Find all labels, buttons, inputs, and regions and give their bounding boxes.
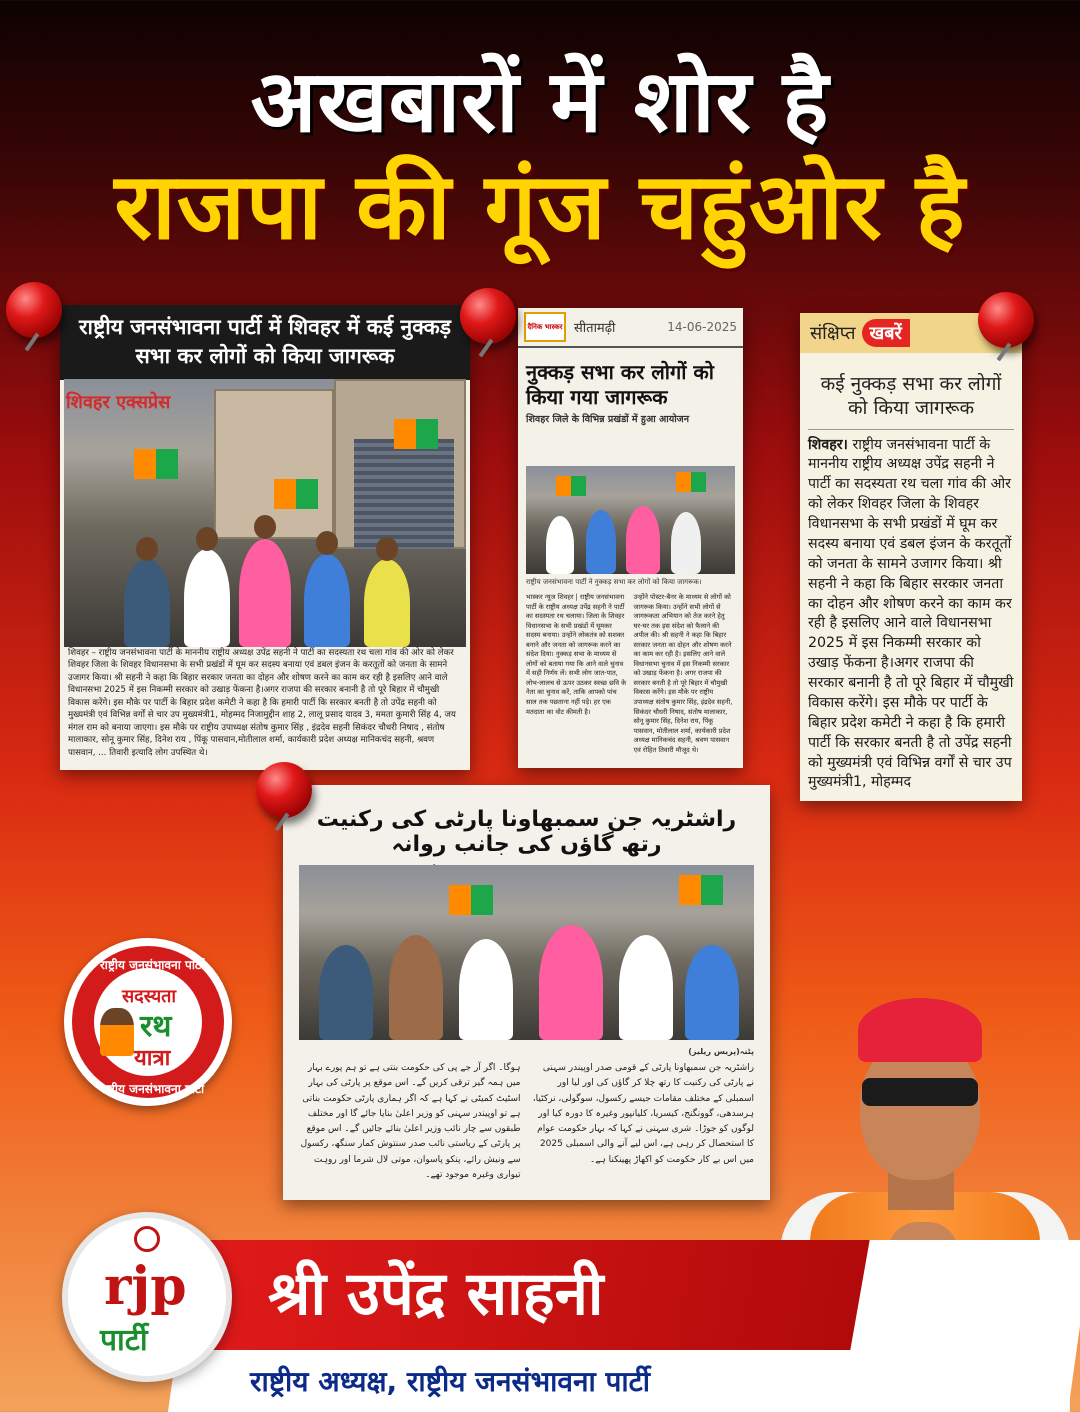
clipping-column-2: उन्होंने पोस्टर-बैनर के माध्यम से लोगों को जागरूक किया। उन्होंने सभी लोगों से जागरूकता अभियान को तेज करने हेतु घर-घर तक इस संदेश को फैलाने की अपील की। श्री सहनी ने कहा कि बिहार सरकार जनता का दोहन और शोषण करने का काम कर रही है। इसलिए आने वाले विधानसभा चुनाव में इस निकम्मी सरकार को उखाड़ फेंकना है। अगर राजपा की सरकार बनती है तो पूरे बिहार में चौमुखी विकास करेंगे। इस मौके पर राष्ट्रीय उपाध्यक्ष संतोष कुमार सिंह, इंद्रदेव सहनी, सिकंदर चौधरी निषाद, संतोष मालाकार, सोनू कुमार सिंह, दिनेश राय, पिंकू पासवान, मोतीलाल शर्मा, कार्यकारी प्रदेश अध्यक्ष मानिकचंद सहनी, श्रवण पासवान एवं रोहित तिवारी मौजूद थे। — [633, 593, 733, 754]
headline-line-1: अखबारों में शोर है — [250, 52, 830, 152]
bottom-banner — [0, 1240, 1080, 1412]
clipping-headline: राष्ट्रीय जनसंभावना पार्टी में शिवहर में कई नुक्कड़ सभा कर लोगों को किया जागरूक — [60, 305, 470, 380]
section-tag-right: खबरें — [862, 319, 910, 347]
leader-designation: राष्ट्रीय अध्यक्ष, राष्ट्रीय जनसंभावना पार्टी — [250, 1365, 651, 1398]
badge-word-3: यात्रा — [134, 1046, 171, 1071]
masthead — [518, 308, 743, 348]
news-clipping-short-news — [800, 313, 1022, 801]
clipping-body-text: शिवहर – राष्ट्रीय जनसंभावना पार्टी के माननीय राष्ट्रीय अध्यक्ष उपेंद्र सहनी ने पार्टी का सदस्यता रथ चला गांव की ओर को लेकर शिवहर जिला के शिवहर विधानसभा के सभी प्रखंडों में घूम कर सदस्य बनाया एवं डबल इंजन के करतूतों को जनता के सामने उजागर किया। श्री सहनी ने कहा कि बिहार सरकार जनता का दोहन और शोषण करने का काम कर रही है इसलिए आने वाले विधानसभा 2025 में इस निकम्मी सरकार को उखाड़ फेंकना है।अगर राजपा की सरकार बनानी है तो पूरे बिहार में चौमुखी विकास करेंगे। इस मौके पर पार्टी के बिहार प्रदेश कमेटी ने कहा है कि हमारी पार्टी कि सरकार बनती है तो उपेंद्र सहनी को मुख्यमंत्री एवं विभिन्न वर्गों से चार उप मुख्यमंत्री1, मोहम्मद निजामुद्दीन शाह 2, लालू प्रसाद यादव 3, ममता कुमारी सिंह 4, जय मंगल राम को बनाया जाएगा। इस मौके पर राष्ट्रीय उपाध्यक्ष संतोष कुमार सिंह , इंद्रदेव सहनी सिकंदर चौधरी निषाद , संतोष मालाकार, सोनू कुमार सिंह, दिनेश राय , पिंकू पासवान,मोतीलाल शर्मा, कार्यकारी प्रदेश अध्यक्ष मानिकचंद सहनी, श्रवण पासवान, ... तिवारी इत्यादि लोग उपस्थित थे। — [68, 648, 456, 758]
clipping-columns — [526, 593, 735, 755]
rally-photo — [64, 379, 466, 647]
clipping-headline: راشٹریہ جن سمبھاونا پارٹی کی رکنیت رتھ گاؤں کی جانب روانہ — [316, 807, 737, 857]
headline-line-2: राजपा की गूंज चहुंओर है — [114, 153, 966, 260]
glasses-icon — [862, 1078, 978, 1106]
pushpin-icon — [978, 292, 1034, 348]
news-clipping-shivhar-express — [60, 305, 470, 770]
badge-ring-bottom-text: राष्ट्रीय जनसंभावना पार्टी — [99, 1082, 205, 1096]
clipping-columns — [299, 1061, 754, 1183]
wheel-icon — [134, 1226, 160, 1252]
clipping-column-left: ہوگا۔ اگر آر جے پی کی حکومت بنتی ہے تو ہم پورے بہار میں ہمہ گیر ترقی کریں گے۔ اس موقع پر پارٹی کی بہار اسٹیٹ کمیٹی نے کہا ہے کہ اگر ہماری پارٹی حکومت بناتی ہے تو اوپیندر سہنی کو وزیر اعلیٰ بنایا جائے گا اور مختلف طبقوں سے چار نائب وزیر اعلیٰ بنائے جائیں گے۔ اس موقع پر پارٹی کے ریاستی نائب صدر سنتوش کمار سنگھ، رکسول سے ونیش رائے، پنکو پاسوان، موتی لال شرما اور روہت تیواری وغیرہ موجود تھے۔ — [300, 1063, 521, 1181]
clipping-headline: कई नुक्कड़ सभा कर लोगों को किया जागरूक — [808, 353, 1014, 430]
news-clipping-urdu — [283, 785, 770, 1200]
masthead-date: 14-06-2025 — [667, 320, 737, 334]
clipping-column-right: راشٹریہ جن سمبھاونا پارٹی کے قومی صدر اوپیندر سہنی نے پارٹی کی رکنیت کا رتھ چلا کر گاؤں کی اور لیا اور اسمبلی کے مختلف مقامات جیسے رکسول، سوگولی، نرکٹیا، ہرسدھی، گوونگنج، کیسریا، کلیانپور وغیرہ کا دورہ کیا اور لوگوں کو جوڑا۔ شری سہنی نے کہا کہ بہار حکومت عوام کا استحصال کر رہی ہے، اس لیے آنے والی اسمبلی 2025 میں اس بے کار حکومت کو اکھاڑ پھینکنا ہے۔ — [532, 1063, 754, 1165]
pushpin-icon — [6, 282, 62, 338]
rally-photo — [526, 466, 735, 574]
clipping-body — [800, 430, 1022, 800]
red-cap-icon — [858, 998, 982, 1062]
byline: پٹنہ(پریس ریلیز) — [688, 1047, 754, 1056]
clipping-headline: नुक्कड़ सभा कर लोगों को किया गया जागरूक — [526, 360, 714, 409]
section-tag-left: संक्षिप्त — [810, 323, 856, 344]
badge-word-2: रथ — [140, 1009, 172, 1044]
clipping-body-text: राष्ट्रीय जनसंभावना पार्टी के माननीय राष्ट्रीय अध्यक्ष उपेंद्र सहनी ने पार्टी का सदस्यता रथ चला गांव की ओर को लेकर शिवहर जिला के शिवहर विधानसभा के सभी प्रखंडों में घूम कर सदस्य बनाया एवं डबल इंजन के करतूतों को जनता के सामने उजागर किया। श्री सहनी ने कहा कि बिहार सरकार जनता का दोहन और शोषण करने का काम कर रही है इसलिए आने वाले विधानसभा 2025 में इस निकम्मी सरकार को उखाड़ फेंकना है।अगर राजपा की सरकार बनानी है तो पूरे बिहार में चौमुखी विकास करेंगे। इस मौके पर पार्टी के बिहार प्रदेश कमेटी ने कहा है कि हमारी पार्टी कि सरकार बनती है तो उपेंद्र सहनी को मुख्यमंत्री एवं विभिन्न वर्गों से चार उप मुख्यमंत्री1, मोहम्मद — [808, 436, 1014, 791]
dateline: शिवहर। — [808, 436, 848, 453]
leader-mini-portrait-icon — [100, 1008, 134, 1056]
dainik-bhaskar-logo: दैनिक भास्कर — [524, 312, 566, 342]
rjp-party-logo — [62, 1212, 232, 1382]
membership-rath-yatra-badge — [64, 938, 232, 1106]
rjp-logo-subtext: पार्टी — [100, 1323, 148, 1358]
rjp-logo-text: rjp — [104, 1256, 187, 1317]
paper-name: शिवहर एक्सप्रेस — [66, 392, 171, 413]
leader-name: श्री उपेंद्र साहनी — [268, 1259, 604, 1329]
badge-ring-top-text: राष्ट्रीय जनसंभावना पार्टी — [99, 958, 205, 972]
photo-caption: राष्ट्रीय जनसंभावना पार्टी ने नुक्कड़ सभा कर लोगों को किया जागरूक। — [526, 578, 702, 586]
badge-word-1: सदस्यता — [122, 986, 177, 1007]
pushpin-icon — [460, 288, 516, 344]
masthead-city: सीतामढ़ी — [574, 321, 616, 336]
clipping-column-1: भास्कर न्यूज शिवहर | राष्ट्रीय जनसंभावना पार्टी के राष्ट्रीय अध्यक्ष उपेंद्र सहनी ने पार्टी का सदस्यता रथ चलाया। जिला के शिवहर विधानसभा के सभी प्रखंडों में घूमकर सदस्य बनाया। उन्होंने लोकतंत्र को सशक्त बनाने और जनता को जागरूक करने का संदेश दिया। नुक्कड़ सभा के माध्यम से लोगों को बताया गया कि आने वाले चुनाव में सही निर्णय लें। सभी लोग जात-पात, लोभ-लालच से ऊपर उठकर स्वच्छ छवि के नेता का चुनाव करें, ताकि आपको पांच साल तक पछताना नहीं पड़े। हर एक मतदाता का वोट कीमती है। — [526, 593, 627, 716]
pushpin-icon — [256, 762, 312, 818]
clipping-subhead: शिवहर जिले के विभिन्न प्रखंडों में हुआ आयोजन — [526, 414, 689, 425]
rally-photo — [299, 865, 754, 1040]
news-clipping-dainik-bhaskar — [518, 308, 743, 768]
